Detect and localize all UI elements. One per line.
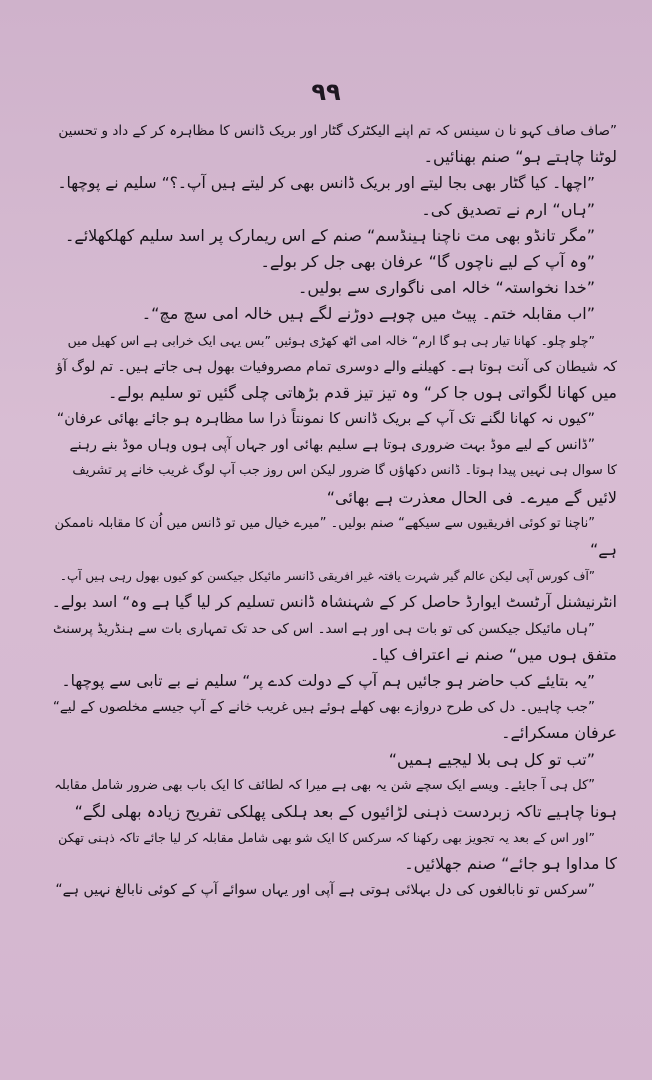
text-line: میں کھانا لگواتی ہوں جا کر“ وہ تیز تیز قدم بڑھاتی چلی گئیں تو سلیم بولے۔ [107,382,617,402]
text-line: ”کل ہی آ جایئے۔ ویسے ایک سچے شن یہ بھی ہے میرا کہ لطائف کا ایک باب بھی ضرور شامل مقابلہ [54,777,595,793]
text-line: ”جب چاہیں۔ دل کی طرح دروازے بھی کھلے ہوئے ہیں غریب خانے کے آپ جیسے مخلصوں کے لیے“ [52,699,595,716]
body-text [52,118,617,904]
text-line: ”آف کورس آپی لیکن عالم گیر شہرت یافتہ غیر افریقی ڈانسر مائیکل جیکسن کو کیوں بھول رہی ہیں آپ۔ [59,569,595,584]
text-line: ”ناچنا تو کوئی افریقیوں سے سیکھے“ صنم بولیں۔ ”میرے خیال میں تو ڈانس میں اُن کا مقابلہ ناممکن [54,515,595,531]
text-line: کہ شیطان کی آنت ہوتا ہے۔ کھیلنے والے دوسری تمام مصروفیات بھول ہی جاتے ہیں۔ تم لوگ آؤ [56,358,617,375]
text-line: ”صاف صاف کہو نا ن سینس کہ تم اپنے الیکٹرک گٹار اور بریک ڈانس کا مظاہرہ کر کے داد و تحسین [58,123,617,139]
text-line: ”ڈانس کے لیے موڈ بہت ضروری ہوتا ہے سلیم بھائی اور جہاں آپی ہوں وہاں موڈ بنے رہنے [69,437,595,454]
text-line: ”چلو چلو۔ کھانا تیار ہی ہو گا ارم“ خالہ امی اٹھ کھڑی ہوئیں ”بس یہی ایک خرابی ہے اس کھیل میں [67,332,595,348]
text-line: ”وہ آپ کے لیے ناچوں گا“ عرفان بھی جل کر بولے۔ [260,251,595,271]
text-line: ”یہ بتایئے کب حاضر ہو جائیں ہم آپ کے دولت کدے پر“ سلیم نے بے تابی سے پوچھا۔ [61,671,595,690]
text-line: ”اچھا۔ کیا گٹار بھی بجا لیتے اور بریک ڈانس بھی کر لیتے ہیں آپ۔؟“ سلیم نے پوچھا۔ [57,174,595,193]
text-line: ”ہاں“ ارم نے تصدیق کی۔ [421,199,595,219]
text-line: عرفان مسکرائے۔ [501,723,617,743]
page-number: ۹۹ [311,78,341,106]
text-line: ”اب مقابلہ ختم۔ پیٹ میں چوہے دوڑنے لگے ہیں خالہ امی سچ مچ“۔ [141,304,595,324]
text-line: ”مگر تانڈو بھی مت ناچنا ہینڈسم“ صنم کے اس ریمارک پر اسد سلیم کھلکھلائے۔ [64,225,595,245]
text-line: ”کیوں نہ کھانا لگنے تک آپ کے بریک ڈانس کا نمونتاً ذرا سا مظاہرہ ہو جائے بھائی عرفان“ [56,411,595,428]
text-line: ہے“ [589,540,617,559]
text-line: ”سرکس تو نابالغوں کی دل بہلائی ہوتی ہے آپی اور یہاں سوائے آپ کے کوئی نابالغ نہیں ہے“ [55,882,595,899]
text-line: کا مداوا ہو جائے“ صنم جھلائیں۔ [404,854,617,874]
text-line: ”تب تو کل ہی بلا لیجیے ہمیں“ [388,749,595,769]
text-line: کا سوال ہی نہیں پیدا ہوتا۔ ڈانس دکھاؤں گا ضرور لیکن اس روز جب آپ لوگ غریب خانے پر تشریف [72,463,617,479]
text-line: ہونا چاہیے تاکہ زبردست ذہنی لڑائیوں کے بعد ہلکی پھلکی تفریح زیادہ بھلی لگے“ [74,801,617,821]
text-line: متفق ہوں میں“ صنم نے اعتراف کیا۔ [370,644,617,664]
text-line: انٹرنیشنل آرٹسٹ ایوارڈ حاصل کر کے شہنشاہ ڈانس تسلیم کر لیا گیا ہے وہ“ اسد بولے۔ [52,593,617,612]
text-line: ”خدا نخواستہ“ خالہ امی ناگواری سے بولیں۔ [298,278,595,298]
text-line: ”اور اس کے بعد یہ تجویز بھی رکھنا کہ سرکس کا ایک شو بھی شامل مقابلہ کر لیا جائے تاکہ ذہنی تھکن [58,830,595,846]
text-line: لائیں گے میرے۔ فی الحال معذرت ہے بھائی“ [326,487,617,507]
text-line: لوٹنا چاہتے ہو“ صنم بھنائیں۔ [423,147,617,167]
text-line: ”ہاں مائیکل جیکسن کی تو بات ہی اور ہے اسد۔ اس کی حد تک تمہاری بات سے ہنڈریڈ پرسنٹ [53,620,595,637]
